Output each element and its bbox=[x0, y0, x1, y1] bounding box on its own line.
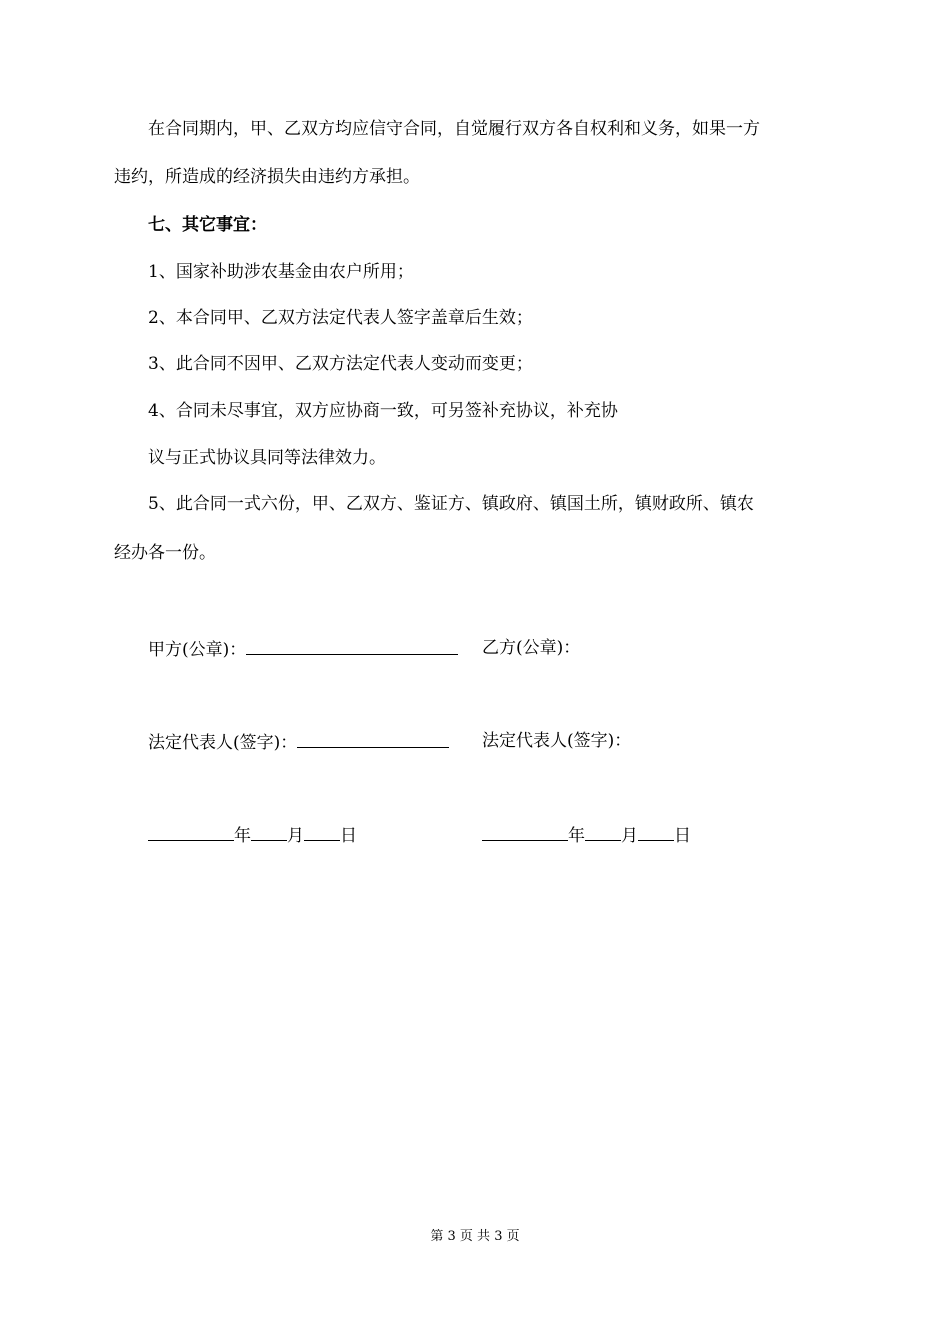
party-a-seal-label: 甲方(公章)： bbox=[148, 640, 247, 660]
party-a-seal bbox=[148, 638, 458, 660]
year-blank bbox=[148, 824, 234, 841]
list-item: 2、本合同甲、乙双方法定代表人签字盖章后生效； bbox=[148, 308, 533, 328]
party-a-seal-line bbox=[246, 638, 458, 655]
date-line-b bbox=[482, 824, 691, 846]
legal-rep-a-line bbox=[297, 731, 449, 748]
month-label: 月 bbox=[621, 826, 638, 846]
legal-rep-a-label: 法定代表人(签字)： bbox=[148, 733, 298, 753]
month-blank bbox=[251, 824, 287, 841]
paragraph-line: 在合同期内，甲、乙双方均应信守合同，自觉履行双方各自权利和义务，如果一方 bbox=[148, 119, 760, 139]
day-blank bbox=[638, 824, 674, 841]
month-label: 月 bbox=[287, 826, 304, 846]
legal-rep-a bbox=[148, 731, 449, 753]
month-blank bbox=[585, 824, 621, 841]
year-label: 年 bbox=[234, 826, 251, 846]
list-item: 5、此合同一式六份，甲、乙双方、鉴证方、镇政府、镇国土所，镇财政所、镇农 bbox=[148, 494, 754, 514]
list-item: 3、此合同不因甲、乙双方法定代表人变动而变更； bbox=[148, 354, 533, 374]
date-line-a bbox=[148, 824, 357, 846]
list-item-continuation: 议与正式协议具同等法律效力。 bbox=[148, 448, 386, 468]
section-heading: 七、其它事宜： bbox=[148, 215, 267, 235]
legal-rep-b bbox=[482, 731, 631, 751]
paragraph-line: 违约，所造成的经济损失由违约方承担。 bbox=[114, 167, 420, 187]
day-blank bbox=[304, 824, 340, 841]
legal-rep-b-label: 法定代表人(签字)： bbox=[482, 731, 632, 751]
party-b-seal-label: 乙方(公章)： bbox=[482, 638, 581, 658]
list-item-continuation: 经办各一份。 bbox=[114, 543, 216, 563]
year-blank bbox=[482, 824, 568, 841]
list-item: 4、合同未尽事宜，双方应协商一致，可另签补充协议，补充协 bbox=[148, 401, 618, 421]
page-number-footer: 第 3 页 共 3 页 bbox=[430, 1229, 520, 1244]
day-label: 日 bbox=[674, 826, 691, 846]
list-item: 1、国家补助涉农基金由农户所用； bbox=[148, 262, 414, 282]
year-label: 年 bbox=[568, 826, 585, 846]
party-b-seal bbox=[482, 638, 580, 658]
day-label: 日 bbox=[340, 826, 357, 846]
